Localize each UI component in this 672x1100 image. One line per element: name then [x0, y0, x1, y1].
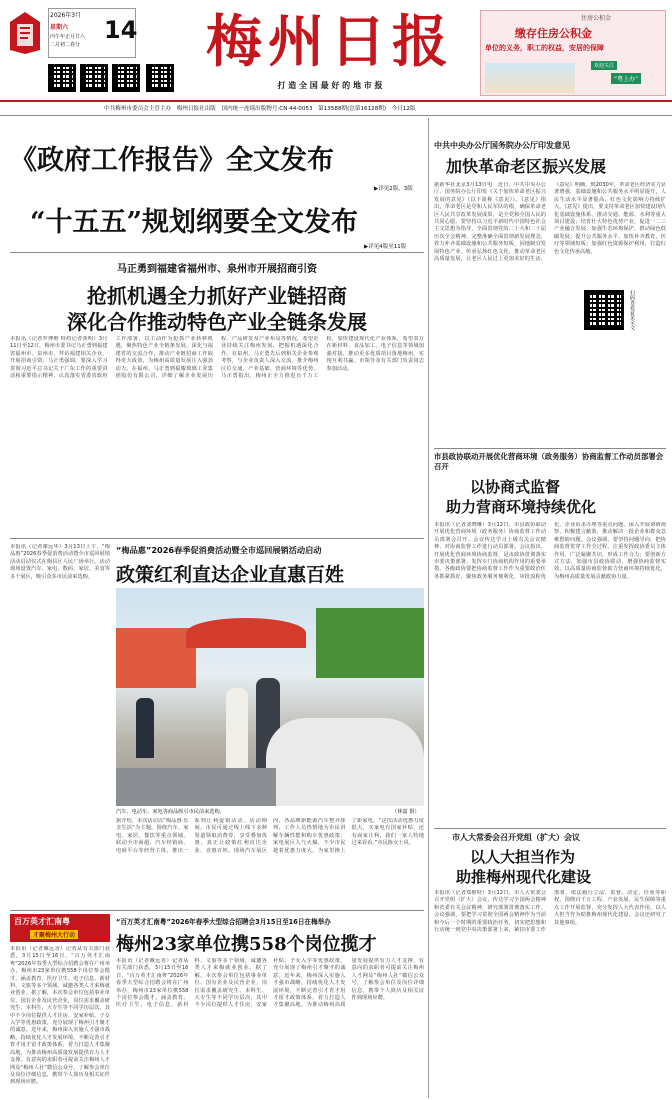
ad-brand: 住房公积金 — [581, 15, 612, 22]
talent-banner — [10, 914, 110, 942]
qr-code-3 — [112, 64, 140, 92]
top-story-title-1: 抢抓机遇全力抓好产业链招商 — [87, 284, 347, 308]
lunar-line2: 二月初二春分 — [50, 42, 81, 48]
right-mid-title-1: 以协商式监督 — [470, 478, 561, 496]
right-mid-title-2: 助力营商环境持续优化 — [446, 498, 597, 516]
right-bottom-body: 本报讯（记者郑维特）3月12日，市人大常委会召开党组（扩大）会议，传达学习全国两会精神和省委有关会议精神，研究部署贯彻落实工作。会议强调，要把学习贯彻全国两会精神作为当前和今后一个时期的重要政治任务，切实把思想和行动统一到党中央决策部署上来，紧扣市委工作部署，依法履行立法、监督、决定、任免等职权，围绕百千万工程、产业发展、民生保障等重点工作开展监督，充分发挥人大代表作用，以人大担当作为助推梅州现代化建设。会议还研究了其他事项。 — [434, 890, 666, 934]
right-top-title: 加快革命老区振兴发展 — [446, 157, 607, 176]
date-month: 2026年3月 — [50, 12, 82, 19]
right-mid-body: 本报讯（记者刘晓琳）3月12日，市县政协联动开展优化营商环境（政务服务）协商监督工作动员部署会召开。会议传达学习上级有关会议精神，对协商监督工作进行动员部署。会议指出，开展优化营商环境协商监督，是市政协贯彻落实市委决策部署、发挥专门协商机构作用的重要举措。各级政协要把协商监督工作作为重要政治任务抓紧抓好，聚焦政务服务便利化、审批流程优化、企业诉求办理等重点问题，深入开展调研视察，积极建言献策，推动解决一批企业和群众急难愁盼问题。会议强调，要坚持问题导向，把协商监督贯穿工作全过程，注重发挥政协委员主体作用，广泛凝聚共识，形成工作合力；要创新方式方法，加强市县政协联动，增强协商监督实效，以高质量协商监督助力营商环境持续优化，为梅州高质量发展贡献政协力量。 — [434, 522, 666, 580]
lunar-line1: 丙午年正月廿六 — [50, 34, 86, 40]
photo-credit: （林嘉 摄） — [392, 809, 420, 815]
qr-code-1 — [48, 64, 76, 92]
slogan: 打 造 全 国 最 好 的 地 市 报 — [277, 81, 383, 90]
right-top-body: 据新华社北京3月13日电 近日，中共中央办公厅、国务院办公厅印发《关于加快革命老区振兴发展的意见》（以下简称《意见》）。《意见》指出，革命老区是党和人民军队的根，确保革命老区人民共享改革发展成果，是全党和全国人民的共同心愿。要坚持以习近平新时代中国特色社会主义思想为指导，全面贯彻党的二十大和二十届历次全会精神，完整准确全面贯彻新发展理念，着力补齐基础设施和公共服务短板，因地制宜发展特色产业，传承弘扬红色文化，推动革命老区高质量发展，让老区人民过上更加美好的生活。《意见》明确，到2030年，革命老区经济实力显著增强，基础设施和公共服务水平明显提升，人民生活水平显著提高，红色文化影响力持续扩大。《意见》提出，要支持革命老区加快建设现代化基础设施体系，推动交通、能源、水利等重大项目建设；培育壮大特色优势产业，促进一二三产业融合发展；加强生态环境保护，推动绿色低碳发展；提升公共服务水平，加快补齐教育、医疗等领域短板；加强红色资源保护利用，打造红色文化传承高地。 — [434, 182, 666, 263]
day-number: 14 — [104, 16, 138, 44]
masthead — [0, 0, 672, 118]
bottom-story-kicker: “百万英才汇南粤”2026年春季大型综合招聘会3月15日至16日在梅举办 — [116, 918, 331, 926]
photo-story-title: 政策红利直达企业直惠百姓 — [116, 564, 345, 586]
top-story-title-2: 深化合作推动特色产业全链条发展 — [67, 310, 367, 334]
photo-caption: 汽车、电动车、家电等商品吸引市民前来选购。 — [116, 809, 225, 815]
ad-subtitle: 单位的义务，职工的权益，安居的保障 — [485, 44, 604, 52]
weekday: 星期六 — [50, 24, 69, 31]
top-story-kicker: 马正勇到福建省福州市、泉州市开展招商引资 — [117, 264, 317, 275]
qr-code-2 — [80, 64, 108, 92]
bottom-story-body: 本报讯（记者戴远香）记者从有关部门获悉，3月15日至16日，“百万英才汇南粤”2026年春季大型综合招聘会将在广州举办，梅州市23家单位携558个岗位参会揽才，涵盖教育、医疗卫生、电子信息、新材料、文旅等多个领域，诚邀各类人才来梅就业创业。据了解，本次参会单位包括事业单位、国有企业及民营企业，岗位需求覆盖研究生、本科生、大专生等不同学历层次，其中不少岗位提供人才住房、安家补贴、子女入学等优惠政策，充分展现了梅州引才聚才的诚意。近年来，梅州深入实施人才强市战略，持续优化人才发展环境，不断完善引才育才用才留才政策体系，着力打造人才集聚高地，为推动梅州高质量发展提供有力人才支撑。有意向的求职者可提前关注梅州人才网及“梅州人社”微信公众号，了解参会单位及岗位详细信息，携带个人简历及相关证件到现场应聘。 — [116, 958, 424, 1009]
ad-tag2: “粤上办” — [611, 73, 641, 84]
photo-story-intro: 本报讯（记者谢远华）3月13日上午，“梅品惠”2026春季促消费活动暨全市巡回展销活动启动仪式在梅县区人民广场举行。活动现场设置汽车、家电、数码、家居、美食等多个展区，吸引众多市民前来选购。 — [10, 544, 110, 580]
right-top-kicker: 中共中央办公厅国务院办公厅印发意见 — [434, 141, 570, 150]
newspaper-title: 梅州日报 — [206, 9, 454, 75]
info-line: 中共梅州市委员会主管主办 梅州日报社出版 国内统一连续出版物号:CN 44-0053 第13588期(总第16128期) 今日12版 — [104, 106, 416, 112]
lead-headline-1: 《政府工作报告》全文发布 — [10, 145, 334, 176]
housing-fund-ad — [480, 10, 666, 96]
bottom-story-title: 梅州23家单位携558个岗位揽才 — [116, 934, 377, 955]
ad-tag1: 欢迎关注 — [591, 61, 617, 70]
opinion-qr-code — [584, 290, 624, 330]
event-photo — [116, 588, 424, 806]
qr-label: 扫码查看意见全文 — [629, 290, 635, 330]
talent-banner-sub: 才聚梅州大行动 — [30, 930, 78, 939]
right-bottom-title-1: 以人大担当作为 — [470, 848, 576, 866]
photo-story-kicker: “梅品惠”2026春季促消费活动暨全市巡回展销活动启动 — [116, 545, 322, 555]
newspaper-emblem-icon — [8, 10, 42, 56]
photo-story-body: 据介绍，本次活动以“梅品惠·乐享生活”为主题，围绕汽车、家电、家居、餐饮等重点领域，联动全市商超、汽车经销商、电商平台等经营主体，推出一系列让利促销活动。活动期间，市民可通过线上线下多种渠道领取消费券，享受叠加优惠，真正让政策红利直达企业、直惠百姓。现场汽车展区内，各品牌新能源汽车整齐排列，工作人员热情地为市民讲解车辆性能和购车优惠政策；家电展区人气火爆，不少市民趁着优惠力度大，为家里换上了新家电。“这次活动优惠力度很大，买家电有国家补贴，还有商家让利，我们一家人特地过来看看。”市民陈女士说。 — [116, 818, 424, 854]
talent-banner-title: 百万英才汇南粤 — [14, 917, 70, 926]
qr-code-4 — [146, 64, 174, 92]
right-bottom-kicker: 市人大常委会召开党组（扩大）会议 — [452, 833, 580, 842]
lead-headline-2: “十五五”规划纲要全文发布 — [30, 207, 359, 238]
bottom-story-body-left: 本报讯（记者戴远香）记者从有关部门获悉，3月15日至16日，“百万英才汇南粤”2026年春季大型综合招聘会将在广州举办，梅州市23家单位携558个岗位参会揽才，涵盖教育、医疗卫生、电子信息、新材料、文旅等多个领域，诚邀各类人才来梅就业创业。据了解，本次参会单位包括事业单位、国有企业及民营企业，岗位需求覆盖研究生、本科生、大专生等不同学历层次，其中不少岗位提供人才住房、安家补贴、子女入学等优惠政策，充分展现了梅州引才聚才的诚意。近年来，梅州深入实施人才强市战略，持续优化人才发展环境，不断完善引才育才用才留才政策体系，着力打造人才集聚高地，为推动梅州高质量发展提供有力人才支撑。有意向的求职者可提前关注梅州人才网及“梅州人社”微信公众号，了解参会单位及岗位详细信息，携带个人简历及相关证件到现场应聘。 — [10, 946, 110, 1086]
top-story-body: 本报讯（记者罗博维 特约记者黄明）3月11日至12日，梅州市委书记马正勇到福建省福州市、泉州市，拜访福建相关企业，开展招商引资。马正勇强调，要深入学习贯彻习近平总书记关于广东工作的重要讲话和重要指示精神，认真落实省委省政府工作部署，以主动作为抢抓产业转移机遇，聚焦特色产业全链条发展，深化与福建省的交流合作，推动产业链招商工作取得更大成效，为梅州高质量发展注入强劲动力。在福州，马正勇到福耀玻璃工业集团股份有限公司，详细了解企业发展历程、产品研发及产业布局等情况，希望企业持续关注梅州发展，把握机遇深化合作。在泉州，马正勇先后到相关企业参观考察，与企业负责人深入交流，推介梅州区位交通、产业基础、营商环境等优势。马正勇指出，梅州正全力推进百千万工程，加快建设现代化产业体系，希望双方在新材料、食品加工、电子信息等领域加强对接，推动更多优质项目落地梅州，实现互利共赢。市领导及有关部门负责同志参加活动。 — [10, 336, 424, 380]
lead-ref-2: ▶详见4版至11版 — [364, 244, 407, 250]
lead-ref-1: ▶详见2版、3版 — [374, 186, 413, 192]
right-mid-kicker: 市县政协联动开展优化营商环境（政务服务）协商监督工作动员部署会召开 — [434, 452, 664, 471]
ad-title: 缴存住房公积金 — [515, 27, 592, 40]
right-bottom-title-2: 助推梅州现代化建设 — [456, 868, 592, 886]
